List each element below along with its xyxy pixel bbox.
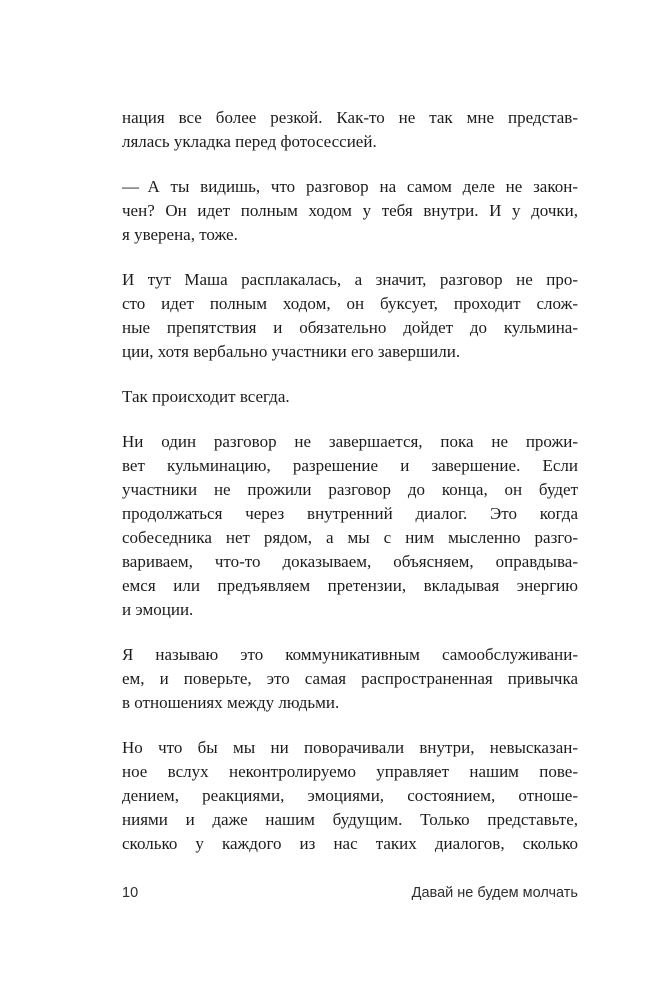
text-line: ем, и поверьте, это самая распространенная привычка: [122, 669, 578, 688]
text-line: и эмоции.: [122, 600, 194, 619]
text-line: Так происходит всегда.: [122, 387, 290, 406]
text-line: Но что бы мы ни поворачивали внутри, невысказан-: [122, 738, 578, 757]
text-line: я уверена, тоже.: [122, 225, 238, 244]
text-line: собеседника нет рядом, а мы с ним мысленно разго-: [122, 528, 578, 547]
paragraph-dialogue: [122, 175, 578, 247]
text-line: Я называю это коммуникативным самообслуживани-: [122, 645, 578, 664]
text-line: в отношениях между людьми.: [122, 693, 340, 712]
text-line: ниями и даже нашим будущим. Только представьте,: [122, 810, 578, 829]
text-line: продолжаться через внутренний диалог. Это когда: [122, 504, 578, 523]
text-line: ции, хотя вербально участники его завершили.: [122, 342, 461, 361]
text-line: Ни один разговор не завершается, пока не прожи-: [122, 432, 578, 451]
text-line: вет кульминацию, разрешение и завершение. Если: [122, 456, 578, 475]
text-line: лялась укладка перед фотосессией.: [122, 132, 377, 151]
paragraph: [122, 106, 578, 154]
text-line: участники не прожили разговор до конца, он будет: [122, 480, 578, 499]
text-line: — А ты видишь, что разговор на самом деле не закон-: [122, 177, 578, 196]
paragraph: [122, 430, 578, 622]
text-line: чен? Он идет полным ходом у тебя внутри. И у дочки,: [122, 201, 578, 220]
text-line: ное вслух неконтролируемо управляет нашим пове-: [122, 762, 578, 781]
text-line: емся или предъявляем претензии, вкладывая энергию: [122, 576, 578, 595]
paragraph: [122, 736, 578, 856]
paragraph: [122, 643, 578, 715]
text-line: нация все более резкой. Как-то не так мне представ-: [122, 108, 578, 127]
text-line: ные препятствия и обязательно дойдет до кульмина-: [122, 318, 578, 337]
page-footer: [122, 885, 578, 901]
text-block: [122, 106, 578, 856]
page-number: 10: [122, 885, 139, 901]
paragraph: [122, 268, 578, 364]
text-line: И тут Маша расплакалась, а значит, разговор не про-: [122, 270, 578, 289]
text-line: сто идет полным ходом, он буксует, проходит слож-: [122, 294, 578, 313]
text-line: сколько у каждого из нас таких диалогов, сколько: [122, 834, 578, 853]
text-line: дением, реакциями, эмоциями, состоянием, отноше-: [122, 786, 578, 805]
text-line: вариваем, что-то доказываем, объясняем, оправдыва-: [122, 552, 578, 571]
running-title: Давай не будем молчать: [411, 885, 578, 901]
paragraph: [122, 385, 578, 409]
